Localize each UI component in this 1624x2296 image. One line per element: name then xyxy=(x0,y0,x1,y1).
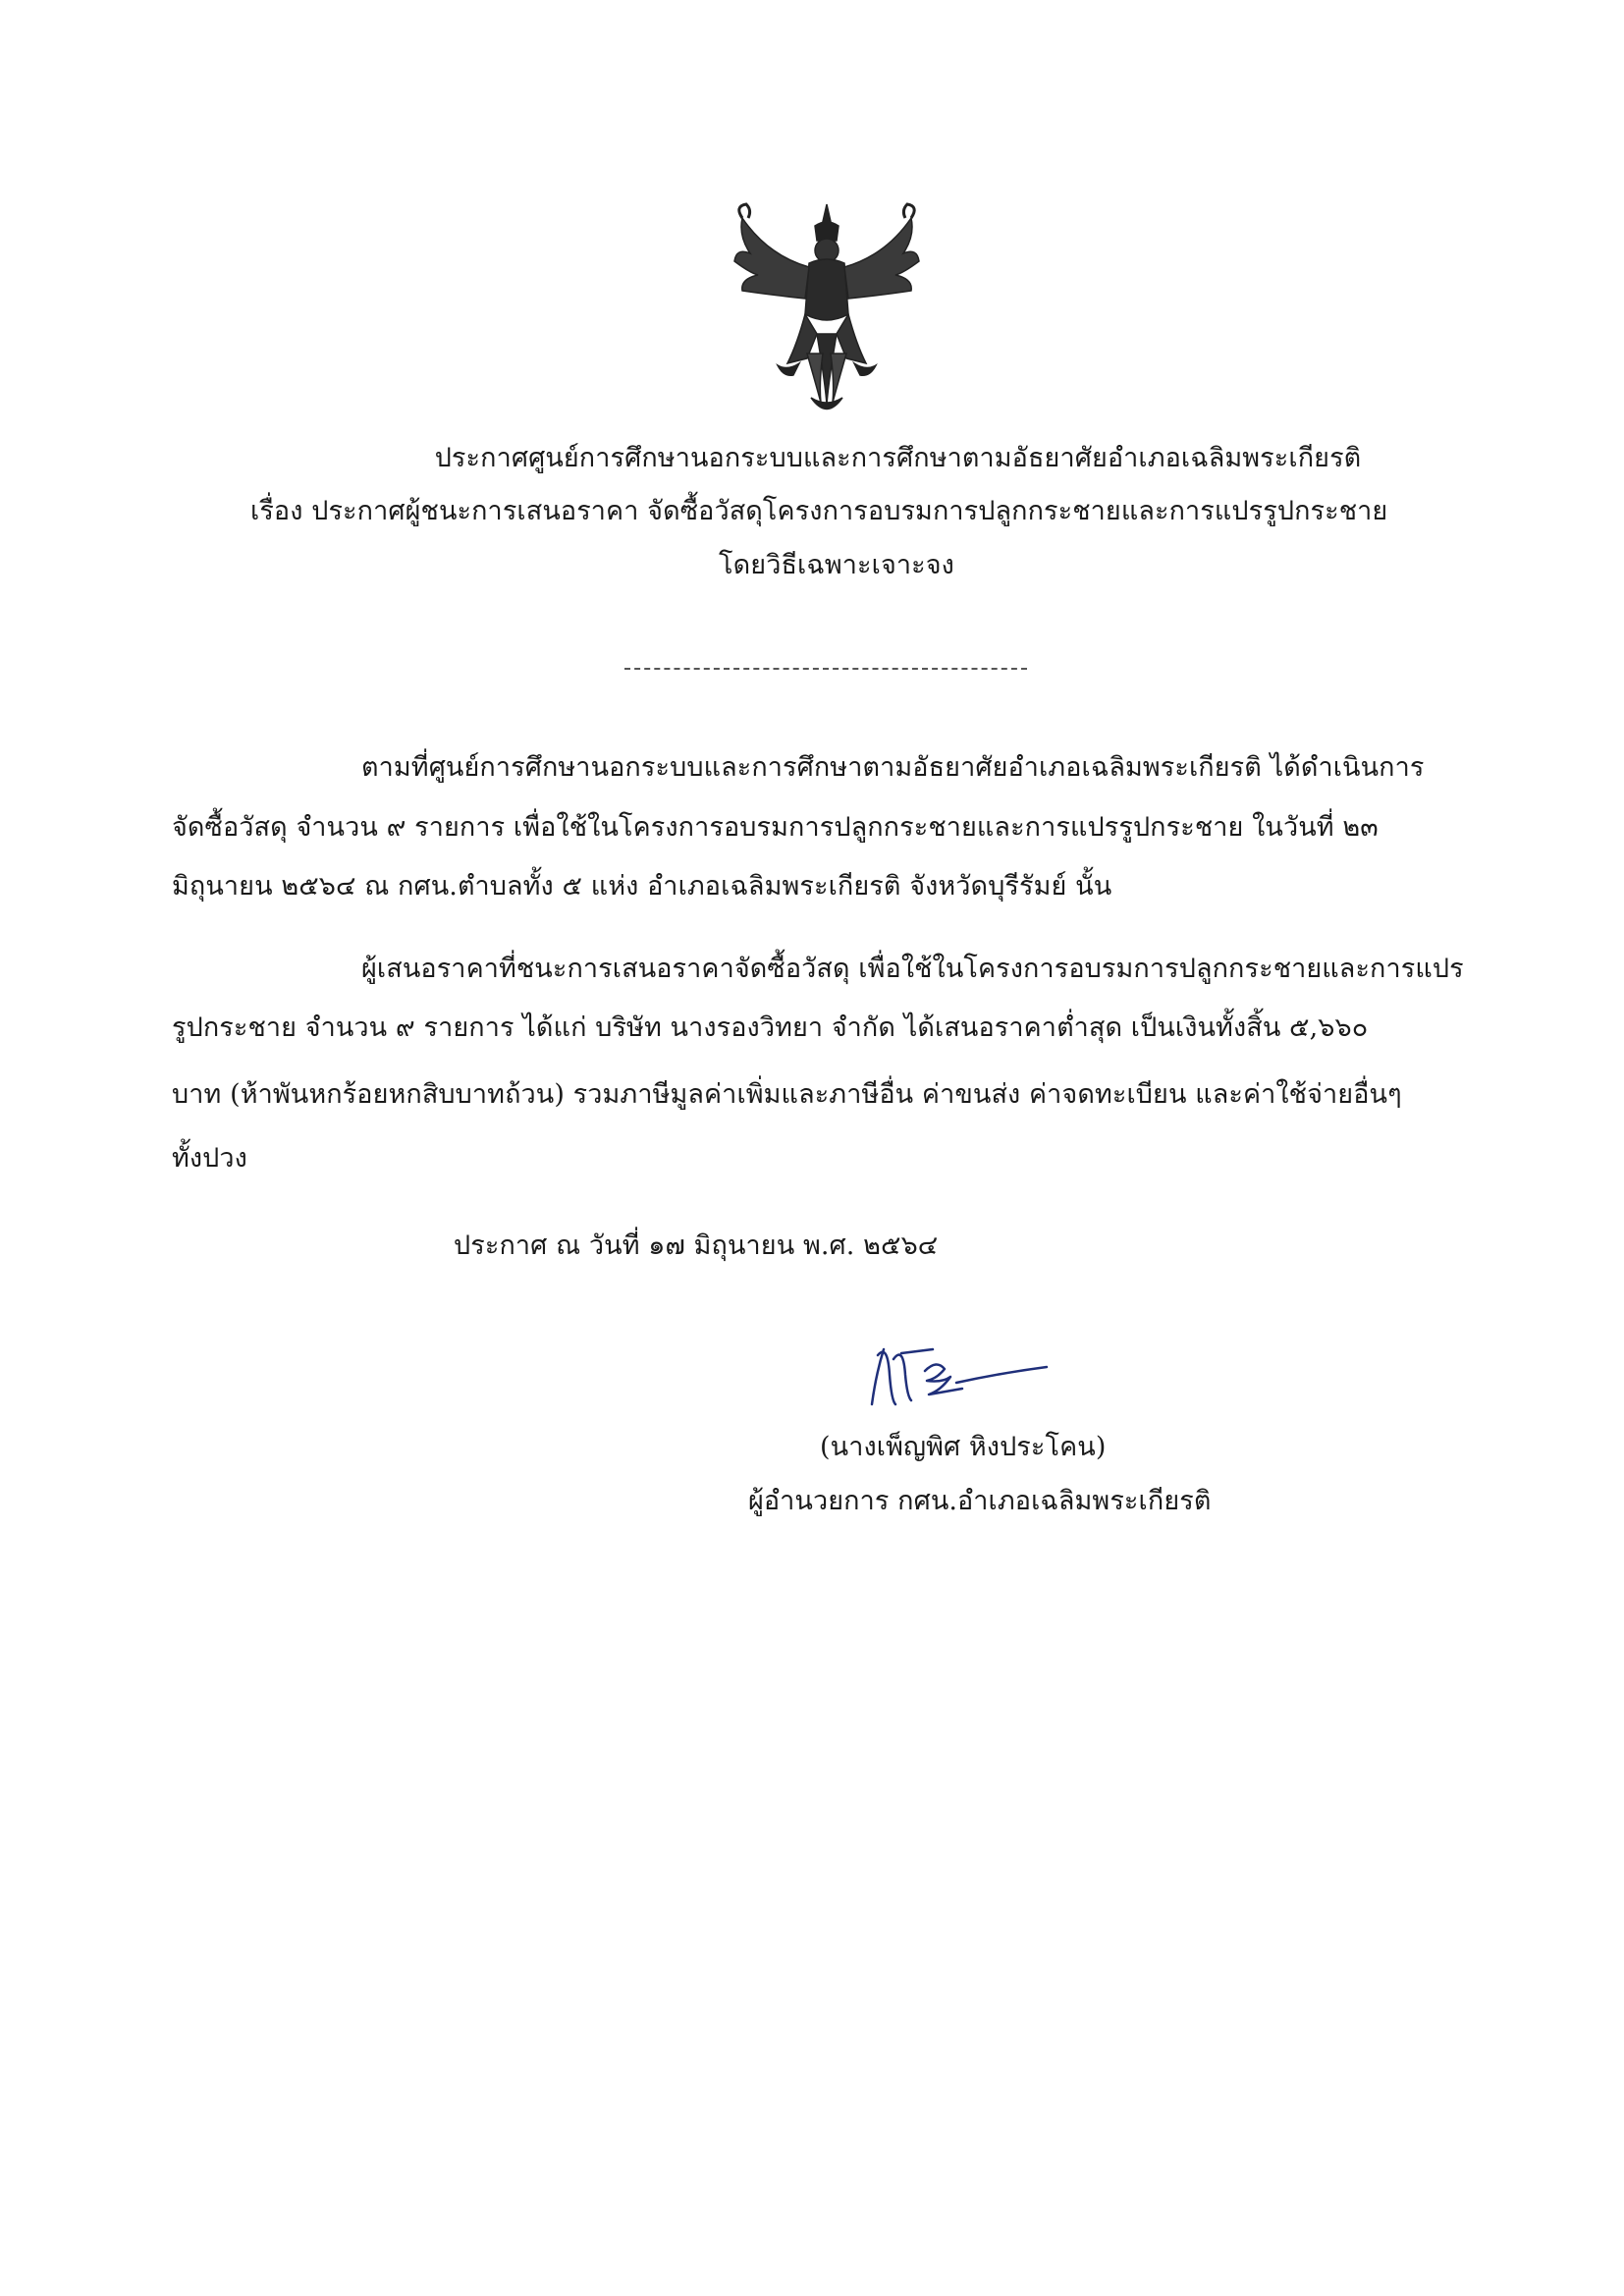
signatory-title: ผู้อำนวยการ กศน.อำเภอเฉลิมพระเกียรติ xyxy=(748,1486,1212,1516)
paragraph-1-line-2: จัดซื้อวัสดุ จำนวน ๙ รายการ เพื่อใช้ในโครงการอบรมการปลูกกระชายและการแปรรูปกระชาย ในวันที่ ๒๓ xyxy=(172,812,1379,843)
paragraph-2-line-2: รูปกระชาย จำนวน ๙ รายการ ได้แก่ บริษัท นางรองวิทยา จำกัด ได้เสนอราคาต่ำสุด เป็นเงินทั้งสิ้น ๕,๖๖๐ xyxy=(172,1012,1369,1043)
announcement-subject: เรื่อง ประกาศผู้ชนะการเสนอราคา จัดซื้อวัสดุโครงการอบรมการปลูกกระชายและการแปรรูปกระชาย xyxy=(250,496,1388,526)
dashed-divider xyxy=(624,668,1027,670)
announcement-date: ประกาศ ณ วันที่ ๑๗ มิถุนายน พ.ศ. ๒๕๖๔ xyxy=(454,1230,939,1261)
signature-icon xyxy=(854,1336,1051,1414)
procurement-method: โดยวิธีเฉพาะเจาะจง xyxy=(719,550,954,580)
paragraph-2-line-1: ผู้เสนอราคาที่ชนะการเสนอราคาจัดซื้อวัสดุ เพื่อใช้ในโครงการอบรมการปลูกกระชายและการแปร xyxy=(361,954,1464,984)
paragraph-2-line-3: บาท (ห้าพันหกร้อยหกสิบบาทถ้วน) รวมภาษีมูลค่าเพิ่มและภาษีอื่น ค่าขนส่ง ค่าจดทะเบียน และค่าใช้จ่ายอื่นๆ xyxy=(172,1079,1402,1110)
signatory-name: (นางเพ็ญพิศ หิงประโคน) xyxy=(820,1432,1107,1462)
paragraph-1-line-1: ตามที่ศูนย์การศึกษานอกระบบและการศึกษาตามอัธยาศัยอำเภอเฉลิมพระเกียรติ ได้ดำเนินการ xyxy=(361,752,1425,783)
paragraph-1-line-3: มิถุนายน ๒๕๖๔ ณ กศน.ตำบลทั้ง ๕ แห่ง อำเภอเฉลิมพระเกียรติ จังหวัดบุรีรัมย์ นั้น xyxy=(172,871,1112,902)
garuda-emblem-icon xyxy=(729,196,925,422)
paragraph-2-line-4: ทั้งปวง xyxy=(172,1143,247,1174)
announcement-title: ประกาศศูนย์การศึกษานอกระบบและการศึกษาตามอัธยาศัยอำเภอเฉลิมพระเกียรติ xyxy=(434,443,1362,473)
